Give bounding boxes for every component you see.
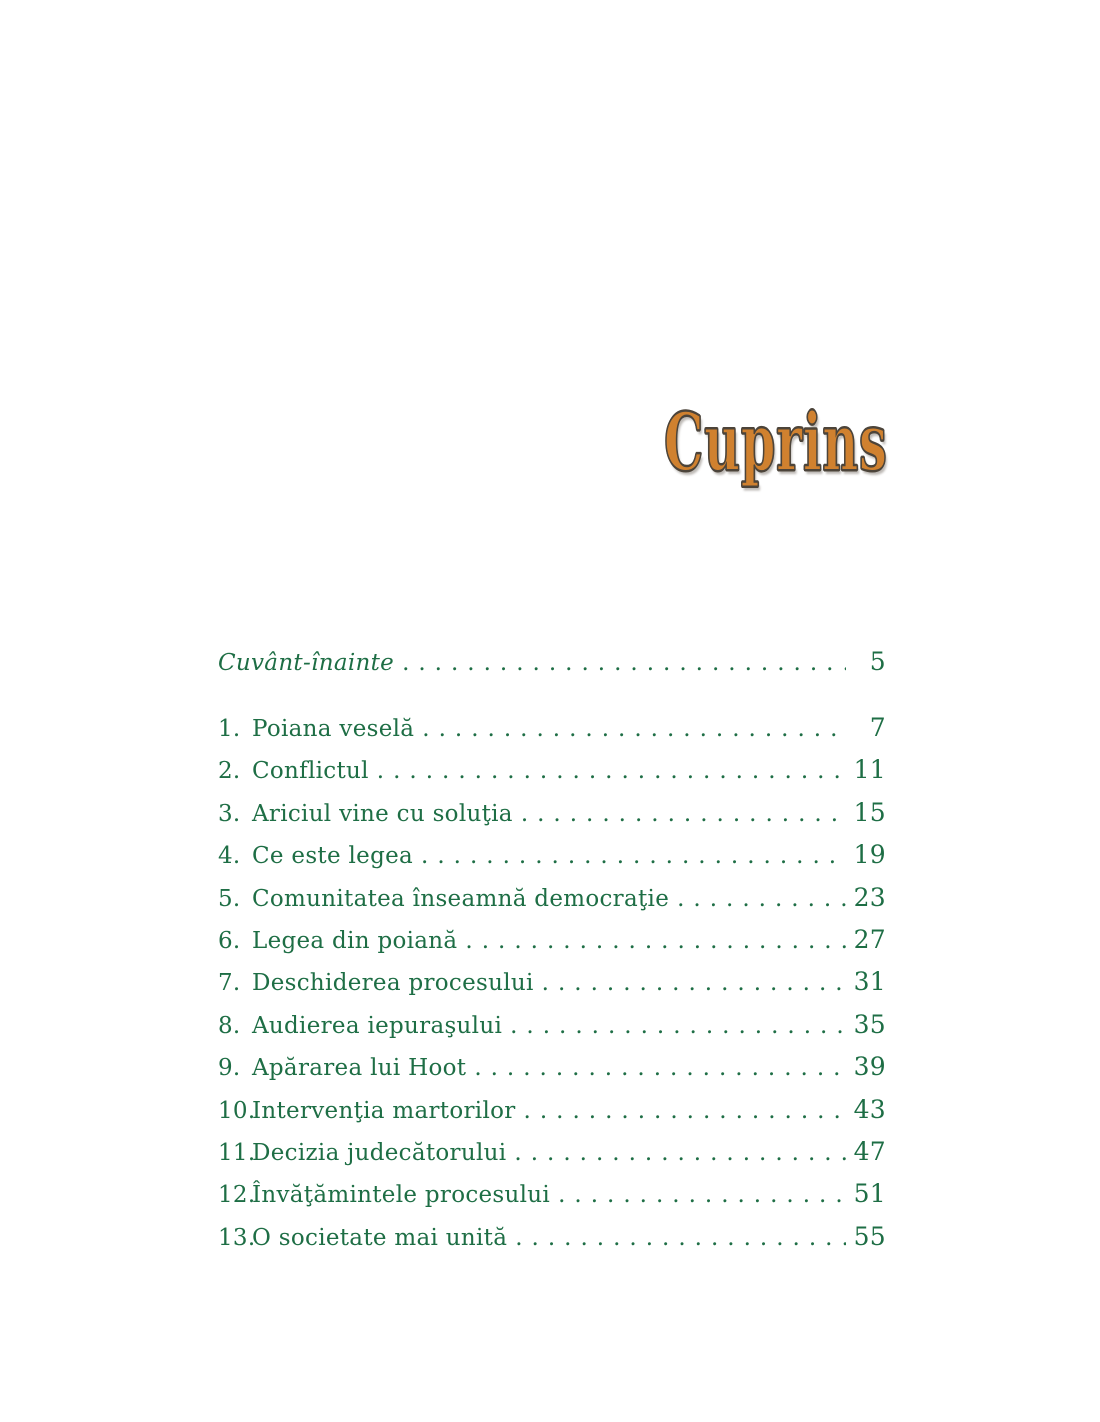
toc-entry-page: 11 bbox=[853, 755, 886, 785]
toc-entry-label: Poiana veselă bbox=[252, 716, 415, 742]
toc-entry-label: Conflictul bbox=[252, 758, 369, 785]
toc-entry-row bbox=[218, 756, 886, 783]
dot-leader bbox=[515, 1225, 846, 1252]
toc-entry-row bbox=[218, 884, 886, 911]
toc-entry-row bbox=[218, 1138, 886, 1165]
toc-entry-label: Comunitatea înseamnă democraţie bbox=[252, 885, 670, 912]
toc-entry-label: Deschiderea procesului bbox=[252, 970, 534, 997]
toc-entry-label: Audierea iepuraşului bbox=[252, 1012, 503, 1039]
dot-leader bbox=[514, 1140, 846, 1167]
toc-entry-page: 15 bbox=[853, 797, 886, 827]
toc-entry-page: 19 bbox=[853, 840, 886, 870]
table-of-contents bbox=[218, 648, 886, 1265]
dot-leader bbox=[558, 1182, 846, 1209]
toc-entry-number: 13. bbox=[218, 1224, 256, 1251]
toc-entry-number: 10. bbox=[218, 1097, 256, 1124]
toc-entry-row bbox=[218, 1096, 886, 1123]
toc-entry-number: 7. bbox=[218, 970, 241, 997]
toc-entry-label: Ce este legea bbox=[252, 843, 414, 870]
dot-leader bbox=[377, 758, 846, 785]
toc-entry-number: 4. bbox=[218, 843, 241, 870]
toc-entry-row bbox=[218, 799, 886, 826]
toc-entry-row bbox=[218, 1180, 886, 1207]
toc-entry-label: Învăţămintele procesului bbox=[252, 1182, 551, 1209]
toc-entry-row bbox=[218, 926, 886, 953]
toc-entry-row bbox=[218, 1223, 886, 1250]
toc-entry-number: 12. bbox=[218, 1182, 256, 1209]
toc-entry-page: 23 bbox=[853, 882, 886, 912]
dot-leader bbox=[402, 650, 846, 677]
dot-leader bbox=[524, 1098, 846, 1125]
toc-entry-label: Apărarea lui Hoot bbox=[252, 1055, 467, 1082]
toc-entry-page: 47 bbox=[853, 1136, 886, 1166]
toc-entry-number: 2. bbox=[218, 758, 241, 785]
toc-entry-page: 7 bbox=[869, 713, 886, 742]
toc-entry-number: 1. bbox=[218, 716, 241, 742]
dot-leader bbox=[465, 928, 846, 955]
dot-leader bbox=[677, 886, 846, 913]
toc-entry-label: Decizia judecătorului bbox=[252, 1139, 507, 1166]
toc-entry-label: Legea din poiană bbox=[252, 927, 458, 954]
toc-entry-page: 55 bbox=[853, 1221, 886, 1251]
toc-entry-number: 8. bbox=[218, 1012, 241, 1039]
page-title: Cuprins bbox=[664, 395, 888, 489]
toc-entry-row bbox=[218, 1053, 886, 1080]
dot-leader bbox=[474, 1055, 846, 1082]
toc-front-matter-row bbox=[218, 648, 886, 675]
dot-leader bbox=[422, 716, 846, 743]
toc-entry-number: 5. bbox=[218, 885, 241, 912]
toc-entry-row bbox=[218, 1011, 886, 1038]
toc-entries bbox=[218, 714, 886, 1250]
toc-entry-number: 11. bbox=[218, 1139, 256, 1166]
toc-front-matter-label: Cuvânt-înainte bbox=[218, 650, 395, 676]
toc-entry-number: 3. bbox=[218, 800, 241, 827]
toc-entry-label: O societate mai unită bbox=[252, 1224, 508, 1251]
page-title-wrap bbox=[527, 395, 888, 502]
toc-entry-page: 27 bbox=[853, 924, 886, 954]
toc-entry-page: 39 bbox=[853, 1052, 886, 1082]
toc-entry-label: Ariciul vine cu soluţia bbox=[252, 800, 513, 827]
toc-front-matter-page: 5 bbox=[869, 647, 886, 676]
toc-entry-page: 43 bbox=[853, 1094, 886, 1124]
dot-leader bbox=[421, 843, 846, 870]
toc-entry-row bbox=[218, 968, 886, 995]
toc-entry-row bbox=[218, 841, 886, 868]
toc-entry-label: Intervenţia martorilor bbox=[252, 1097, 516, 1124]
dot-leader bbox=[510, 1013, 846, 1040]
toc-entry-page: 35 bbox=[853, 1009, 886, 1039]
toc-entry-row bbox=[218, 714, 886, 741]
toc-entry-page: 31 bbox=[853, 967, 886, 997]
dot-leader bbox=[521, 801, 846, 828]
toc-entry-number: 6. bbox=[218, 927, 241, 954]
toc-entry-number: 9. bbox=[218, 1055, 241, 1082]
toc-entry-page: 51 bbox=[853, 1179, 886, 1209]
dot-leader bbox=[542, 970, 846, 997]
